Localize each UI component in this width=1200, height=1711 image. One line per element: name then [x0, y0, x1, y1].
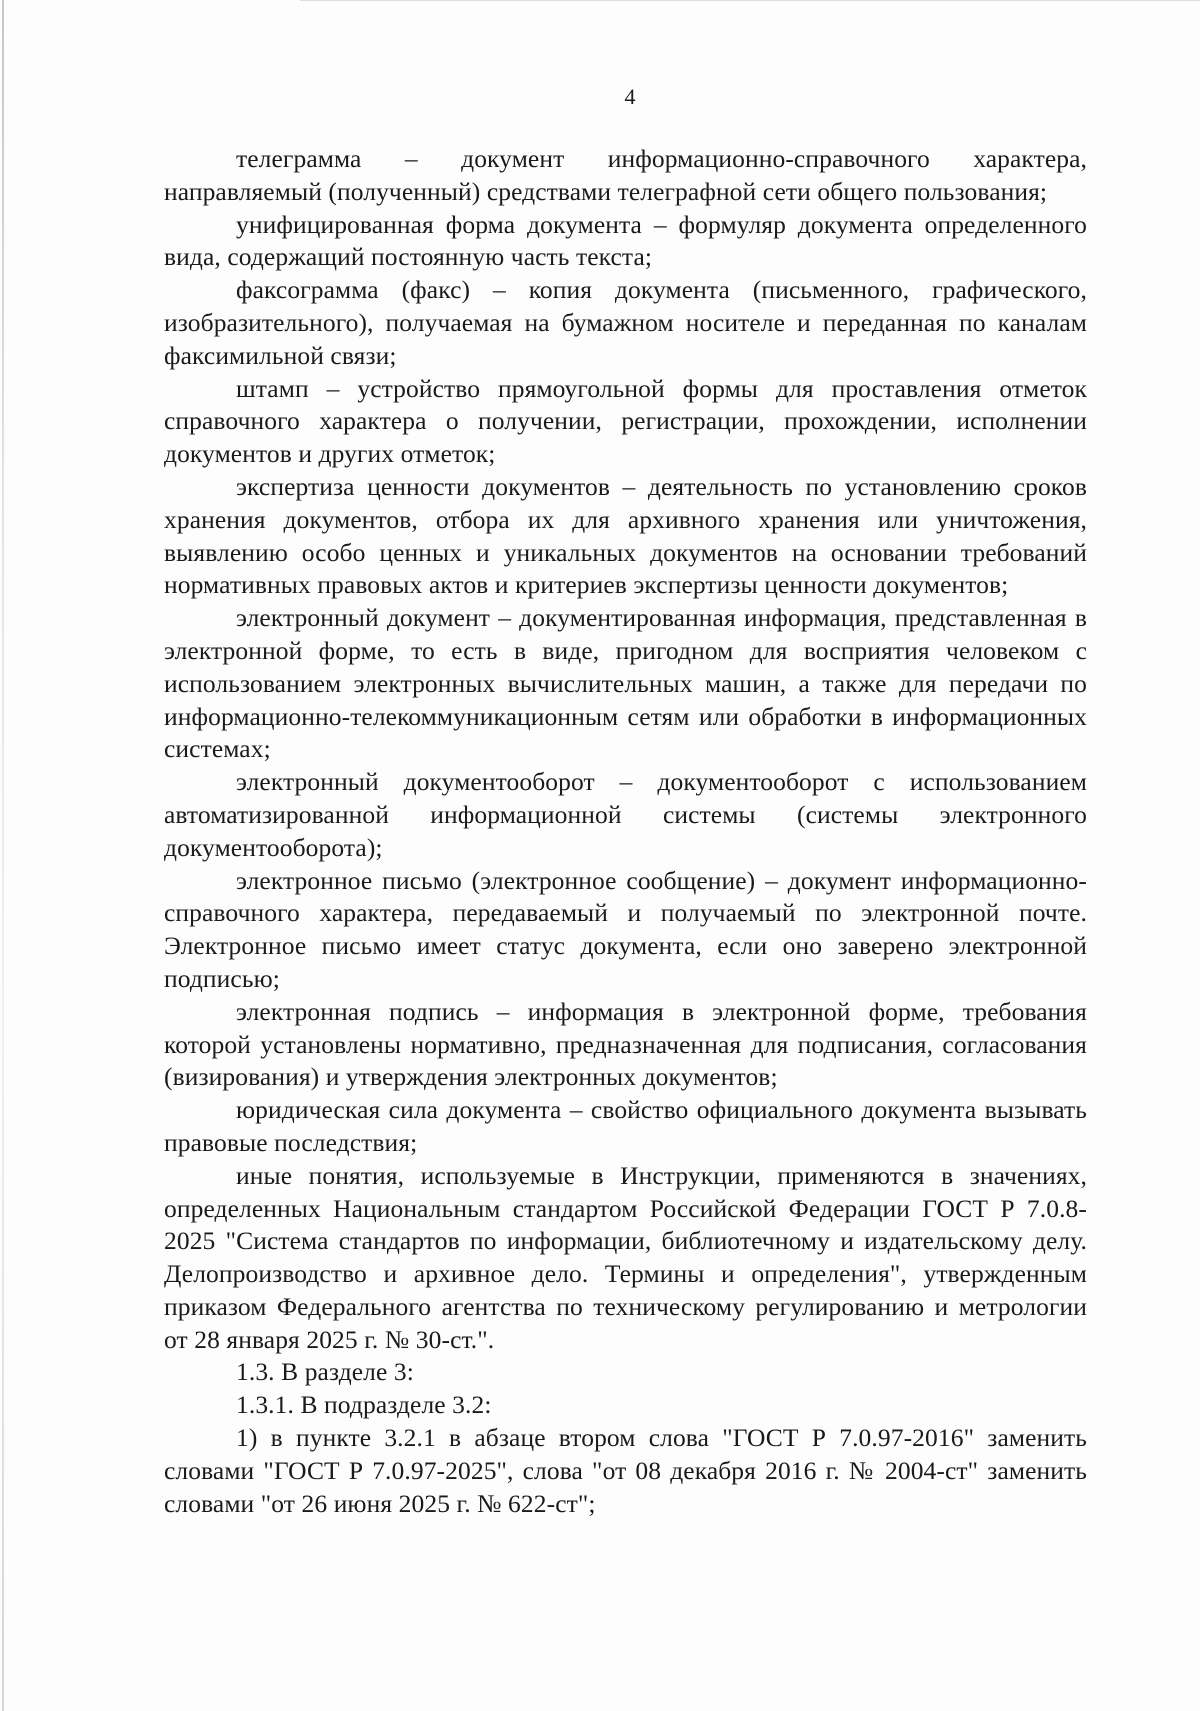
paragraph-legal-force: юридическая сила документа – свойство официального документа вызывать правовые последствия;	[164, 1095, 1087, 1157]
scan-edge-left	[2, 0, 4, 1711]
paragraph-item-1: 1) в пункте 3.2.1 в абзаце втором слова "ГОСТ Р 7.0.97-2016" заменить словами "ГОСТ Р 7.0.97-2025", слова "от 08 декабря 2016 г. № 2004-ст" заменить словами "от 26 июня 2025 г. № 622-ст";	[164, 1423, 1087, 1518]
paragraph-unified-form: унифицированная форма документа – формуляр документа определенного вида, содержащий постоянную часть текста;	[164, 209, 1087, 272]
document-body	[164, 143, 1087, 1520]
paragraph-expertise: экспертиза ценности документов – деятельность по установлению сроков хранения документов, отбора их для архивного хранения или уничтожения, выявлению особо ценных и уникальных документов на основании требований нормативных правовых актов и критериев экспертизы ценности документов;	[164, 471, 1087, 600]
scan-edge-top	[300, 0, 1200, 1]
page-number: 4	[624, 84, 636, 109]
paragraph-section-1-3: 1.3. В разделе 3:	[236, 1357, 414, 1387]
paragraph-section-1-3-1: 1.3.1. В подразделе 3.2:	[236, 1390, 492, 1420]
paragraph-electronic-document: электронный документ – документированная информация, представленная в электронной форме, то есть в виде, пригодном для восприятия человеком с использованием электронных вычислительных машин, а также для передачи по информационно-телекоммуникационным сетям или обработки в информационных системах;	[164, 603, 1087, 764]
paragraph-electronic-signature: электронная подпись – информация в электронной форме, требования которой установлены нормативно, предназначенная для подписания, согласования (визирования) и утверждения электронных документов;	[164, 996, 1087, 1092]
paragraph-telegram: телеграмма – документ информационно-справочного характера, направляемый (полученный) средствами телеграфной сети общего пользования;	[164, 144, 1087, 206]
paragraph-stamp: штамп – устройство прямоугольной формы для проставления отметок справочного характера о получении, регистрации, прохождении, исполнении документов и других отметок;	[164, 373, 1087, 469]
paragraph-electronic-workflow: электронный документооборот – документооборот с использованием автоматизированной информационной системы (системы электронного документооборота);	[164, 767, 1087, 862]
paragraph-fax: факсограмма (факс) – копия документа (письменного, графического, изобразительного), получаемая на бумажном носителе и переданная по каналам факсимильной связи;	[164, 275, 1087, 370]
paragraph-other-terms: иные понятия, используемые в Инструкции, применяются в значениях, определенных Национальным стандартом Российской Федерации ГОСТ Р 7.0.8-2025 "Система стандартов по информации, библиотечному и издательскому делу. Делопроизводство и архивное дело. Термины и определения", утвержденным приказом Федерального агентства по техническому регулированию и метрологии от 28 января 2025 г. № 30-ст.".	[164, 1160, 1087, 1354]
paragraph-electronic-letter: электронное письмо (электронное сообщение) – документ информационно-справочного характера, передаваемый и получаемый по электронной почте. Электронное письмо имеет статус документа, если оно заверено электронной подписью;	[164, 865, 1087, 993]
